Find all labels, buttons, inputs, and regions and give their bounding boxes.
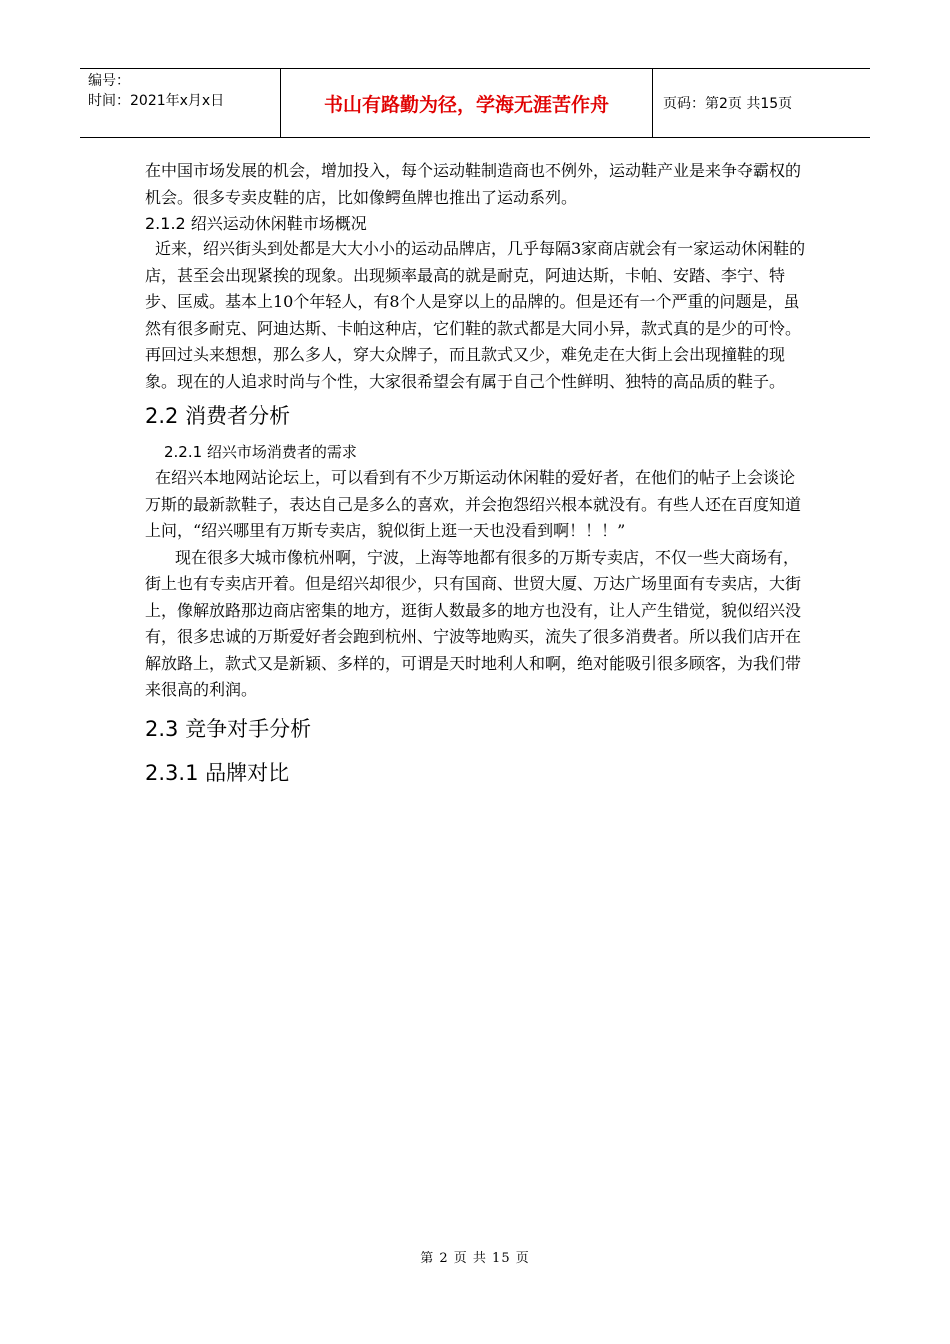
heading-2-2-1: 2.2.1 绍兴市场消费者的需求 bbox=[164, 443, 357, 461]
heading-2-3: 2.3 竞争对手分析 bbox=[145, 716, 312, 741]
heading-2-3-1: 2.3.1 品牌对比 bbox=[145, 760, 290, 785]
paragraph-market-opportunity: 在中国市场发展的机会，增加投入，每个运动鞋制造商也不例外，运动鞋产业是来争夺霸权的机会。很多专卖皮鞋的店，比如像鳄鱼牌也推出了运动系列。 bbox=[145, 161, 802, 207]
paragraph-store-location: 现在很多大城市像杭州啊，宁波，上海等地都有很多的万斯专卖店，不仅一些大商场有，街上也有专卖店开着。但是绍兴却很少，只有国商、世贸大厦、万达广场里面有专卖店，大街上，像解放路那边商店密集的地方，逛街人数最多的地方也没有，让人产生错觉，貌似绍兴没有，很多忠诚的万斯爱好者会跑到杭州、宁波等地购买，流失了很多消费者。所以我们店开在解放路上，款式又是新颖、多样的，可谓是天时地利人和啊，绝对能吸引很多顾客，为我们带来很高的利润。 bbox=[145, 547, 802, 699]
paragraph-consumer-demand: 在绍兴本地网站论坛上，可以看到有不少万斯运动休闲鞋的爱好者，在他们的帖子上会谈论万斯的最新款鞋子，表达自己是多么的喜欢，并会抱怨绍兴根本就没有。有些人还在百度知道上问，“绍兴哪里有万斯专卖店，貌似街上逛一天也没看到啊！！！” bbox=[145, 468, 802, 540]
document-number-label: 编号： bbox=[88, 73, 130, 89]
page-header bbox=[80, 68, 870, 138]
paragraph-shaoxing-market: 近来，绍兴街头到处都是大大小小的运动品牌店，几乎每隔3家商店就会有一家运动休闲鞋的店，甚至会出现紧挨的现象。出现频率最高的就是耐克，阿迪达斯，卡帕、安踏、李宁、特步、匡威。基本上10个年轻人，有8个人是穿以上的品牌的。但是还有一个严重的问题是，虽然有很多耐克、阿迪达斯、卡帕这种店，它们鞋的款式都是大同小异，款式真的是少的可怜。再回过头来想想，那么多人，穿大众牌子，而且款式又少，难免走在大街上会出现撞鞋的现象。现在的人追求时尚与个性，大家很希望会有属于自己个性鲜明、独特的高品质的鞋子。 bbox=[145, 239, 806, 391]
header-motto: 书山有路勤为径，学海无涯苦作舟 bbox=[280, 69, 653, 137]
header-meta bbox=[80, 69, 280, 137]
heading-2-1-2: 2.1.2 绍兴运动休闲鞋市场概况 bbox=[145, 214, 367, 233]
page-footer: 第 2 页 共 15 页 bbox=[420, 1251, 530, 1266]
document-date-label: 时间：2021年x月x日 bbox=[88, 93, 225, 109]
document-body bbox=[145, 158, 810, 796]
heading-2-2: 2.2 消费者分析 bbox=[145, 404, 291, 428]
header-page-number: 页码：第2页 共15页 bbox=[663, 96, 793, 112]
